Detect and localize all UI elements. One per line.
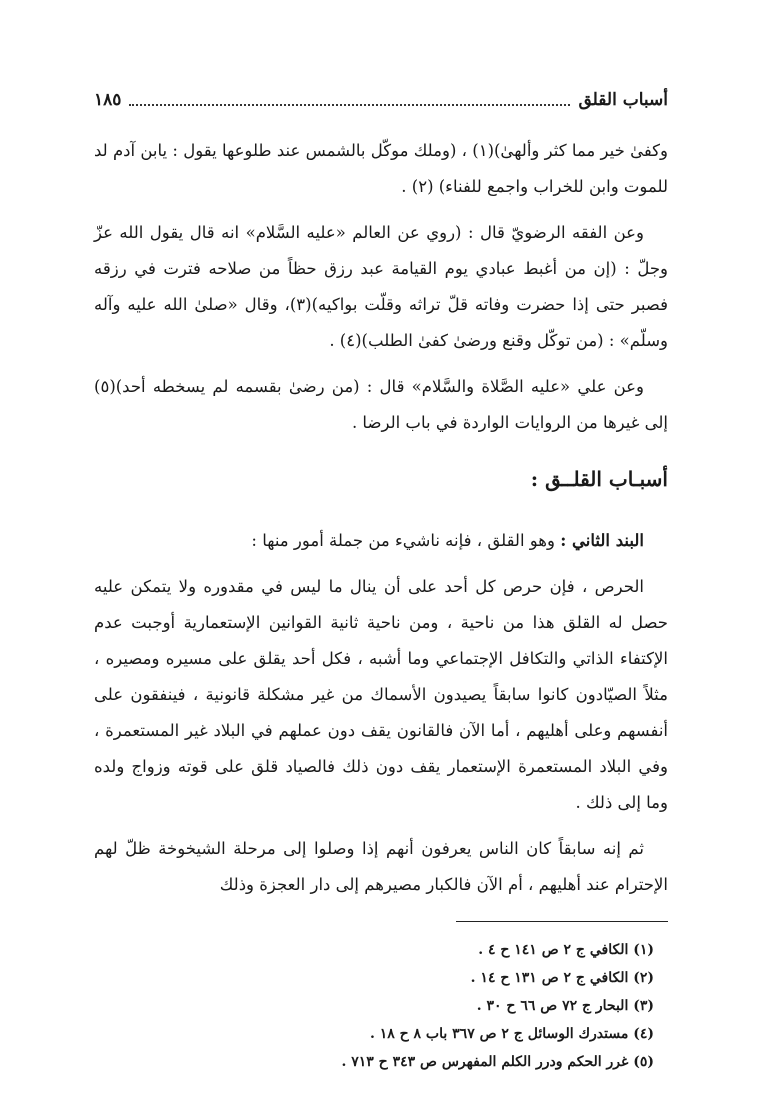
footnote-4: (٤) مستدرك الوسائل ج ٢ ص ٣٦٧ باب ٨ ح ١٨ . — [369, 1026, 654, 1042]
footnote-2: (٢) الكافي ج ٢ ص ١٣١ ح ١٤ . — [470, 970, 654, 986]
footnote-divider — [456, 921, 668, 922]
leader-dots — [129, 94, 570, 106]
footnote-3: (٣) البحار ج ٧٢ ص ٦٦ ح ٣٠ . — [476, 998, 654, 1014]
running-header — [94, 86, 668, 115]
header-title: أسباب القلق — [578, 90, 668, 110]
clause-line — [94, 523, 668, 559]
page-number: ١٨٥ — [94, 90, 122, 110]
footnote-1: (١) الكافي ج ٢ ص ١٤١ ح ٤ . — [478, 942, 654, 958]
clause-label: البند الثاني : — [560, 531, 644, 550]
main-text — [94, 133, 668, 903]
paragraph-3: وعن علي «عليه الصَّلاة والسَّلام» قال : (من رضىٰ بقسمه لم يسخطه أحد)(٥) إلى غيرها من الروايات الواردة في باب الرضا . — [94, 377, 668, 432]
clause-text: وهو القلق ، فإنه ناشيء من جملة أمور منها : — [251, 531, 561, 550]
paragraph-5: ثم إنه سابقاً كان الناس يعرفون أنهم إذا وصلوا إلى مرحلة الشيخوخة ظلّ لهم الإحترام عند أهليهم ، أم الآن فالكبار مصيرهم إلى دار العجزة وذلك — [94, 839, 668, 894]
footnotes — [94, 936, 668, 1076]
paragraph-2: وعن الفقه الرضويّ قال : (روي عن العالم «عليه السَّلام» انه قال يقول الله عزّ وجلّ : (إن من أغبط عبادي يوم القيامة عبد رزق حظاً من صلاحه فترت في رزقه فصبر حتى إذا حضرت وفاته قلّ تراثه وقلّت بواكيه)(٣)، وقال «صلىٰ الله عليه وآله وسلّم» : (من توكّل وقنع ورضىٰ كفىٰ الطلب)(٤) . — [94, 223, 668, 350]
footnote-5: (٥) غرر الحكم ودرر الكلم المفهرس ص ٣٤٣ ح ٧١٣ . — [341, 1054, 654, 1070]
book-page — [94, 86, 668, 1070]
section-heading: أسبـاب القلــق : — [530, 467, 668, 491]
paragraph-1: وكفىٰ خير مما كثر وألهىٰ)(١) ، (وملك موكّل بالشمس عند طلوعها يقول : يابن آدم لد للموت وابن للخراب واجمع للفناء) (٢) . — [94, 141, 668, 196]
paragraph-4: الحرص ، فإن حرص كل أحد على أن ينال ما ليس في مقدوره ولا يتمكن عليه حصل له القلق هذا من ناحية ، ومن ناحية ثانية القوانين الإستعمارية أوجبت عدم الإكتفاء الذاتي والتكافل الإجتماعي وما أشبه ، فكل أحد يقلق على مسيره ومصيره ، مثلاً الصيّادون كانوا سابقاً يصيدون الأسماك من غير مشكلة قانونية ، فينفقون على أنفسهم وعلى أهليهم ، أما الآن فالقانون يقف دون عملهم في البلاد غير المستعمرة ، وفي البلاد المستعمرة الإستعمار يقف دون ذلك فالصياد قلق على قوته وزواج ولده وما إلى ذلك . — [94, 577, 668, 812]
